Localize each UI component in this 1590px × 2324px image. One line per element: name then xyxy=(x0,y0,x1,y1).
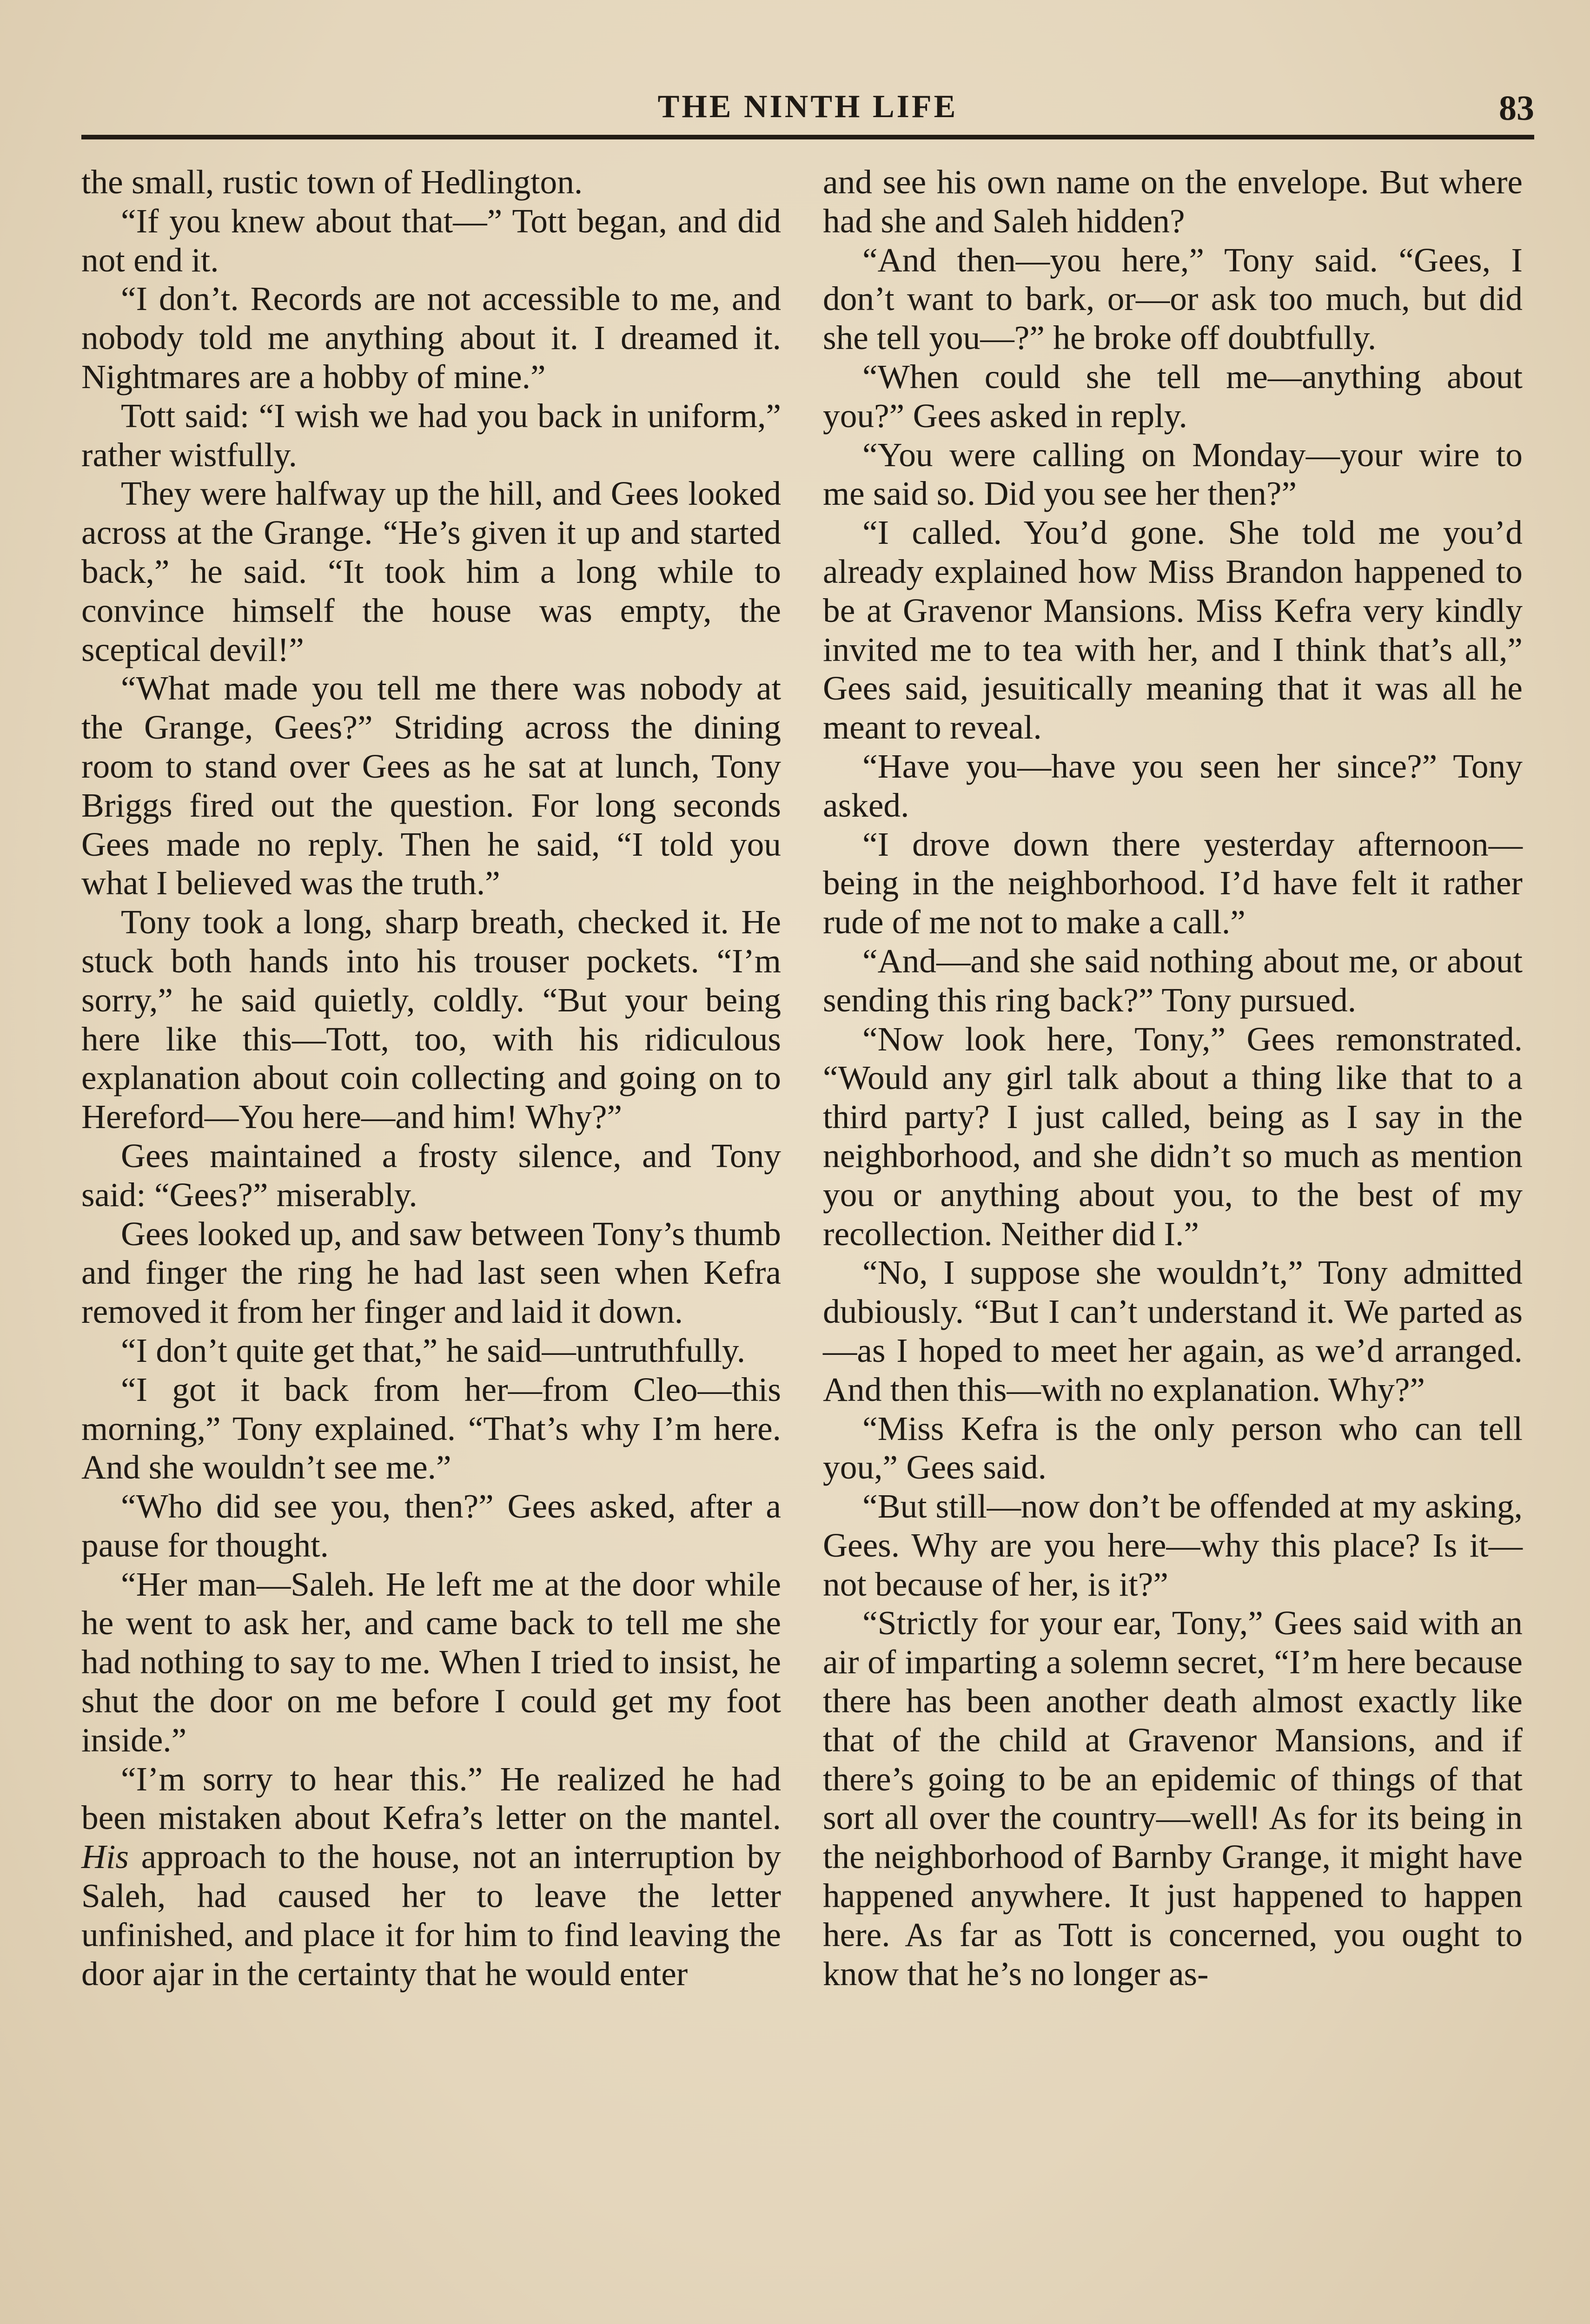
paragraph xyxy=(81,1565,781,1760)
paragraph-text: and see his own name on the envelope. But where had she and Saleh hidden? xyxy=(823,163,1523,240)
header-rule xyxy=(81,135,1534,139)
left-column xyxy=(81,163,781,1993)
paragraph xyxy=(823,513,1523,747)
paragraph xyxy=(823,825,1523,942)
paragraph-text: “I called. You’d gone. She told me you’d already explained how Miss Brandon happened to be at Gravenor Mansions. Miss Kefra very kindly invited me to tea with her, and I think that’s all,” Gees said, jesuitically meaning that it was all he meant to reveal. xyxy=(823,514,1523,746)
paragraph-text: the small, rustic town of Hedlington. xyxy=(81,163,583,201)
paragraph xyxy=(823,1020,1523,1254)
paragraph xyxy=(81,474,781,669)
paragraph-text: “I drove down there yesterday afternoon—being in the neighborhood. I’d have felt it rather rude of me not to make a call.” xyxy=(823,825,1523,941)
paragraph-text: Gees looked up, and saw between Tony’s thumb and finger the ring he had last seen when Kefra removed it from her finger and laid it down. xyxy=(81,1215,781,1331)
paragraph xyxy=(823,1604,1523,1993)
paragraph-text: “If you knew about that—” Tott began, and did not end it. xyxy=(81,202,781,279)
paragraph xyxy=(81,903,781,1136)
page-number: 83 xyxy=(1499,89,1534,128)
paragraph xyxy=(81,1370,781,1487)
paragraph xyxy=(823,241,1523,357)
running-title: THE NINTH LIFE xyxy=(657,89,958,125)
paragraph-text: “When could she tell me—anything about you?” Gees asked in reply. xyxy=(823,357,1523,435)
emphasis-text: His xyxy=(81,1838,129,1876)
paragraph-text: “You were calling on Monday—your wire to me said so. Did you see her then?” xyxy=(823,436,1523,513)
paragraph xyxy=(81,279,781,396)
paragraph xyxy=(81,396,781,475)
paragraph-text: Tony took a long, sharp breath, checked it. He stuck both hands into his trouser pockets. “I’m sorry,” he said quietly, coldly. “But your being here like this—Tott, too, with his ridiculous explanation about coin collecting and going on to Hereford—You here—and him! Why?” xyxy=(81,903,781,1136)
paragraph-text: “And then—you here,” Tony said. “Gees, I don’t want to bark, or—or ask too much, but did she tell you—?” he broke off doubtfully. xyxy=(823,241,1523,357)
paragraph xyxy=(823,163,1523,241)
paragraph xyxy=(81,669,781,903)
paragraph-text: “I don’t. Records are not accessible to me, and nobody told me anything about it. I dreamed it. Nightmares are a hobby of mine.” xyxy=(81,280,781,396)
paragraph-text: They were halfway up the hill, and Gees looked across at the Grange. “He’s given it up and started back,” he said. “It took him a long while to convince himself the house was empty, the sceptical devil!” xyxy=(81,475,781,668)
paragraph xyxy=(81,163,781,202)
paragraph-text: “I’m sorry to hear this.” He realized he had been mistaken about Kefra’s letter on the mantel. xyxy=(81,1760,781,1837)
page-header xyxy=(81,88,1534,139)
paragraph-text: Tott said: “I wish we had you back in uniform,” rather wistfully. xyxy=(81,396,781,474)
paragraph xyxy=(823,436,1523,514)
paragraph-text: “What made you tell me there was nobody at the Grange, Gees?” Striding across the dining room to stand over Gees as he sat at lunch, Tony Briggs fired out the question. For long seconds Gees made no reply. Then he said, “I told you what I believed was the truth.” xyxy=(81,669,781,902)
paragraph xyxy=(81,1331,781,1370)
paragraph xyxy=(823,1409,1523,1487)
paragraph xyxy=(81,1487,781,1565)
paragraph-text: “Now look here, Tony,” Gees remonstrated. “Would any girl talk about a thing like that to a third party? I just called, being as I say in the neighborhood, and she didn’t so much as mention you or anything about you, to the best of my recollection. Neither did I.” xyxy=(823,1020,1523,1253)
paragraph xyxy=(823,1253,1523,1409)
paragraph xyxy=(823,357,1523,436)
paragraph xyxy=(823,942,1523,1020)
paragraph-text: approach to the house, not an interruption by Saleh, had caused her to leave the letter unfinished, and place it for him to find leaving the door ajar in the certainty that he would enter xyxy=(81,1838,781,1993)
paragraph xyxy=(81,1215,781,1331)
right-column xyxy=(823,163,1523,1993)
paragraph-text: “I got it back from her—from Cleo—this morning,” Tony explained. “That’s why I’m here. And she wouldn’t see me.” xyxy=(81,1370,781,1486)
paragraph-text: “Her man—Saleh. He left me at the door while he went to ask her, and came back to tell me she had nothing to say to me. When I tried to insist, he shut the door on me before I could get my foot inside.” xyxy=(81,1565,781,1759)
paragraph-text: “Strictly for your ear, Tony,” Gees said with an air of imparting a solemn secret, “I’m here because there has been another death almost exactly like that of the child at Gravenor Mansions, and if there’s going to be an epidemic of things of that sort all over the country—well! As for its being in the neighborhood of Barnby Grange, it might have happened anywhere. It just happened to happen here. As far as Tott is concerned, you ought to know that he’s no longer as- xyxy=(823,1604,1523,1993)
paragraph xyxy=(81,1760,781,1994)
paragraph-text: “Have you—have you seen her since?” Tony asked. xyxy=(823,747,1523,824)
paragraph-text: “But still—now don’t be offended at my asking, Gees. Why are you here—why this place? Is it—not because of her, is it?” xyxy=(823,1487,1523,1603)
paragraph xyxy=(81,1136,781,1215)
paragraph-text: Gees maintained a frosty silence, and Tony said: “Gees?” miserably. xyxy=(81,1136,781,1214)
paragraph-text: “I don’t quite get that,” he said—untruthfully. xyxy=(121,1331,746,1369)
paragraph xyxy=(81,202,781,280)
paragraph xyxy=(823,1487,1523,1604)
paragraph xyxy=(823,747,1523,825)
paragraph-text: “And—and she said nothing about me, or about sending this ring back?” Tony pursued. xyxy=(823,942,1523,1019)
paragraph-text: “Who did see you, then?” Gees asked, after a pause for thought. xyxy=(81,1487,781,1564)
paragraph-text: “Miss Kefra is the only person who can tell you,” Gees said. xyxy=(823,1409,1523,1486)
paragraph-text: “No, I suppose she wouldn’t,” Tony admitted dubiously. “But I can’t understand it. We parted as—as I hoped to meet her again, as we’d arranged. And then this—with no explanation. Why?” xyxy=(823,1254,1523,1408)
